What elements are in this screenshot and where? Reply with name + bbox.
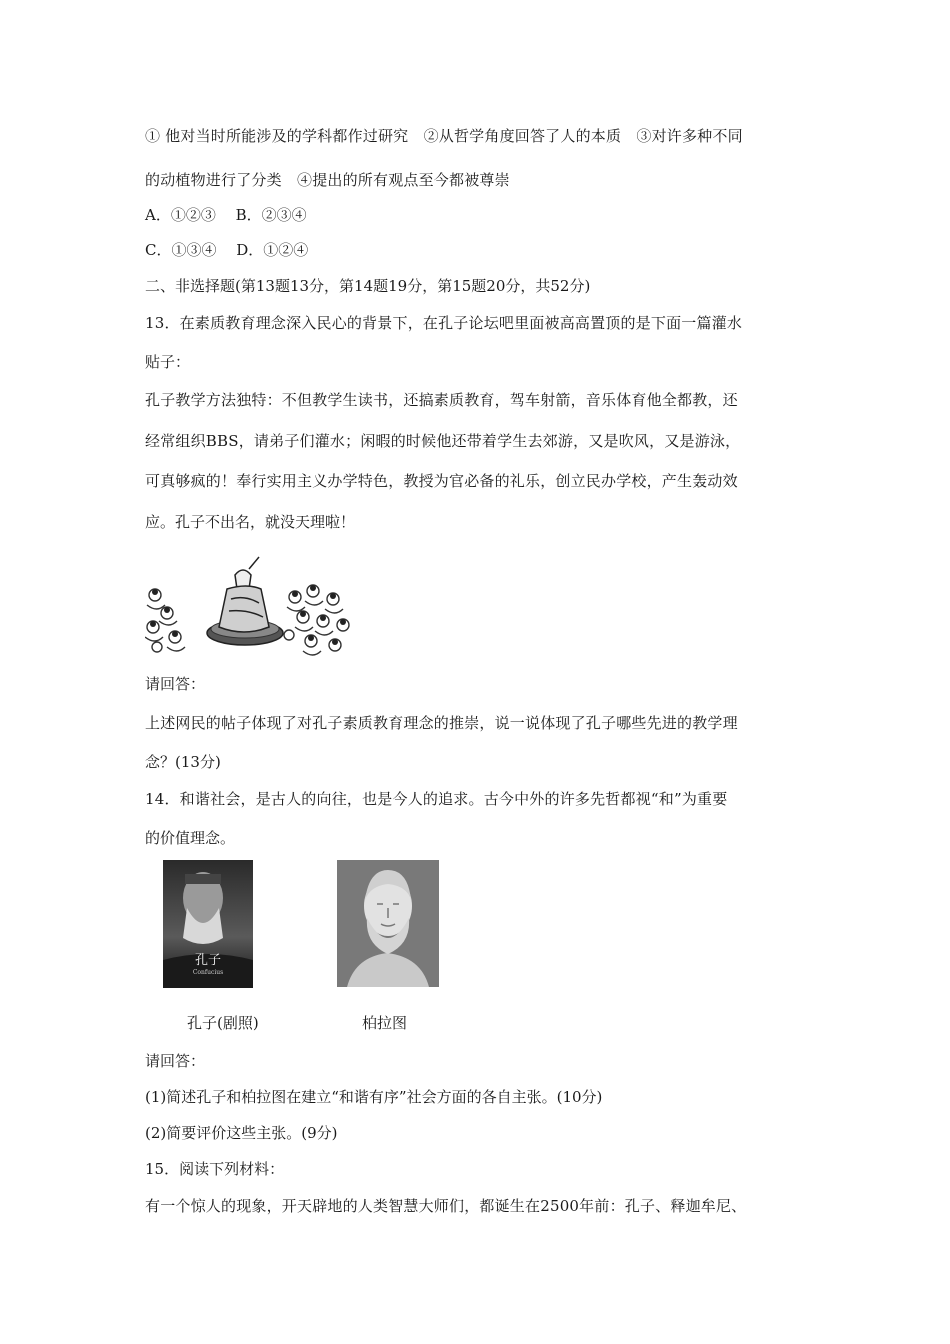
q15-prompt: 15．阅读下列材料： xyxy=(145,1160,285,1178)
q14-question-2: (2)简要评价这些主张。(9分) xyxy=(145,1124,338,1142)
plato-bust-photo xyxy=(337,860,439,987)
q14-question-1: (1)简述孔子和柏拉图在建立“和谐有序”社会方面的各自主张。(10分) xyxy=(145,1088,603,1106)
q13-question-line-1: 上述网民的帖子体现了对孔子素质教育理念的推崇，说一说体现了孔子哪些先进的教学理 xyxy=(145,714,738,732)
poster-title: 孔子 xyxy=(194,953,222,968)
q15-material-line-1: 有一个惊人的现象，开天辟地的人类智慧大师们，都诞生在2500年前：孔子、释迦牟尼、 xyxy=(145,1197,747,1215)
choice-ab: A．①②③ B．②③④ xyxy=(145,206,307,224)
caption-confucius: 孔子(剧照) xyxy=(187,1014,259,1032)
choice-cd: C．①③④ D．①②④ xyxy=(145,241,309,259)
q13-prompt-line-1: 13．在素质教育理念深入民心的背景下，在孔子论坛吧里面被高高置顶的是下面一篇灌水 xyxy=(145,314,743,332)
poster-subtitle: Confucius xyxy=(192,969,224,976)
confucius-teaching-illustration xyxy=(145,555,355,657)
caption-plato: 柏拉图 xyxy=(362,1014,408,1032)
q13-post-line-4: 应。孔子不出名，就没天理啦！ xyxy=(145,513,356,531)
q13-post-line-2: 经常组织BBS，请弟子们灌水；闲暇的时候他还带着学生去郊游，又是吹风，又是游泳， xyxy=(145,432,741,450)
q13-answer-prompt: 请回答： xyxy=(145,675,206,693)
section-heading: 二、非选择题(第13题13分，第14题19分，第15题20分，共52分) xyxy=(145,277,591,295)
option-statements-line-2: 的动植物进行了分类 ④提出的所有观点至今都被尊崇 xyxy=(145,171,510,189)
q14-answer-prompt: 请回答： xyxy=(145,1052,206,1070)
q13-post-line-3: 可真够疯的！奉行实用主义办学特色，教授为官必备的礼乐，创立民办学校，产生轰动效 xyxy=(145,472,738,490)
q14-prompt-line-2: 的价值理念。 xyxy=(145,829,236,847)
q14-prompt-line-1: 14．和谐社会，是古人的向往，也是今人的追求。古今中外的许多先哲都视“和”为重要 xyxy=(145,790,728,808)
confucius-film-poster xyxy=(163,860,253,988)
q13-prompt-line-2: 贴子： xyxy=(145,353,191,371)
option-statements-line-1: ① 他对当时所能涉及的学科都作过研究 ②从哲学角度回答了人的本质 ③对许多种不同 xyxy=(145,127,743,145)
q13-post-line-1: 孔子教学方法独特：不但教学生读书，还搞素质教育，驾车射箭，音乐体育他全都教，还 xyxy=(145,391,738,409)
q13-question-line-2: 念？(13分) xyxy=(145,753,221,771)
